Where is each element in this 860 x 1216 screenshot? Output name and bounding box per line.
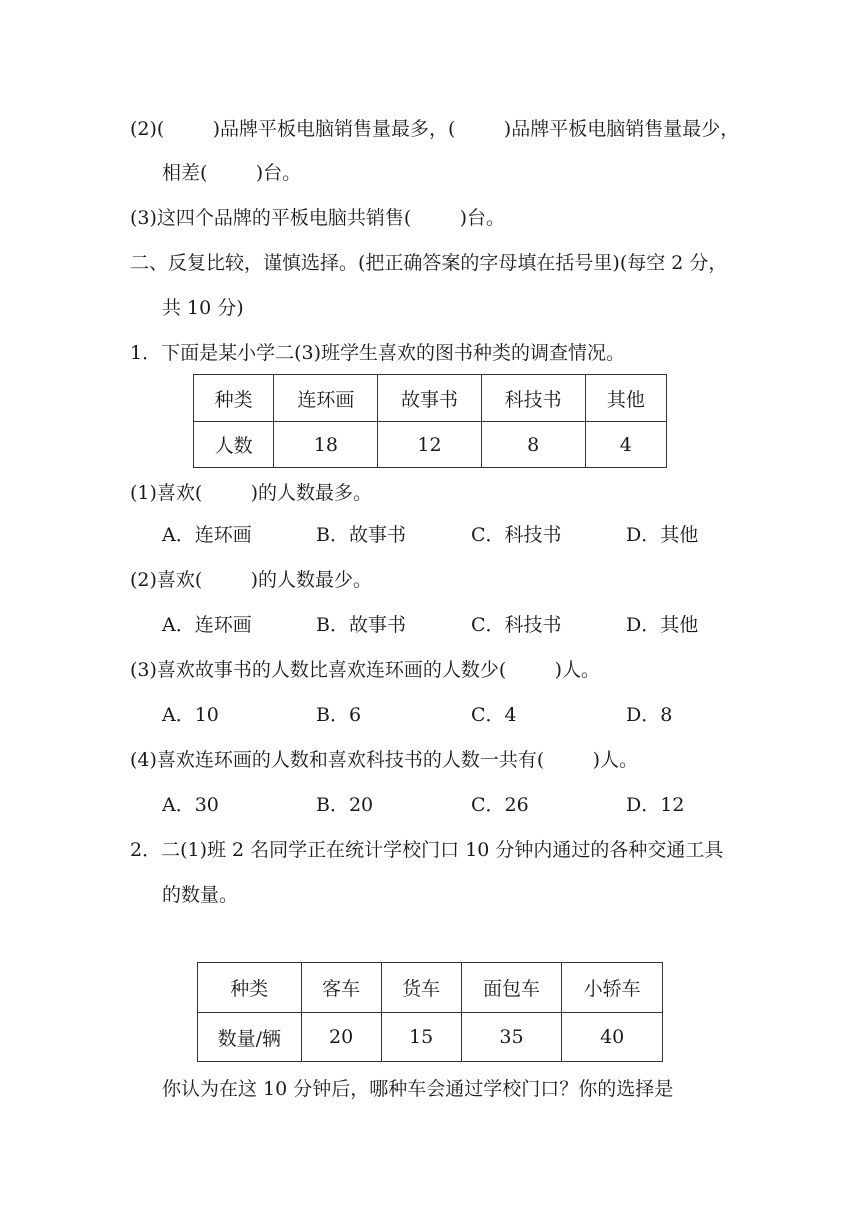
q2-intro: 2．二(1)班 2 名同学正在统计学校门口 10 分钟内通过的各种交通工具 bbox=[130, 839, 724, 861]
table-cell: 12 bbox=[378, 422, 481, 468]
table-cell: 故事书 bbox=[378, 375, 481, 422]
question-3-line: (3)这四个品牌的平板电脑共销售( )台。 bbox=[130, 207, 506, 229]
q1-table bbox=[193, 374, 667, 468]
table-cell: 20 bbox=[301, 1013, 381, 1062]
q1-sub2-option-b: B．故事书 bbox=[316, 614, 406, 636]
table-cell: 客车 bbox=[301, 963, 381, 1013]
table-cell: 15 bbox=[381, 1013, 461, 1062]
table-cell: 40 bbox=[562, 1013, 663, 1062]
q1-sub4-option-a: A．30 bbox=[162, 794, 219, 816]
table-cell: 8 bbox=[481, 422, 585, 468]
q1-sub1: (1)喜欢( )的人数最多。 bbox=[130, 482, 373, 504]
q1-sub3-option-a: A．10 bbox=[162, 704, 219, 726]
q1-sub1-option-a: A．连环画 bbox=[162, 524, 252, 546]
table-cell: 人数 bbox=[194, 422, 274, 468]
q2-intro-continuation: 的数量。 bbox=[162, 884, 239, 906]
table-cell: 18 bbox=[274, 422, 378, 468]
table-cell: 科技书 bbox=[481, 375, 585, 422]
table-cell: 4 bbox=[585, 422, 666, 468]
table-cell: 数量/辆 bbox=[198, 1013, 302, 1062]
q1-sub1-option-c: C．科技书 bbox=[471, 524, 562, 546]
question-2-line: (2)( )品牌平板电脑销售量最多，( )品牌平板电脑销售量最少， bbox=[130, 118, 740, 140]
table-cell: 种类 bbox=[194, 375, 274, 422]
q2-question: 你认为在这 10 分钟后，哪种车会通过学校门口？你的选择是 bbox=[162, 1078, 674, 1100]
section-heading: 二、反复比较，谨慎选择。(把正确答案的字母填在括号里)(每空 2 分， bbox=[130, 252, 728, 274]
table-cell: 种类 bbox=[198, 963, 302, 1013]
table-cell: 货车 bbox=[381, 963, 461, 1013]
q1-sub4-option-d: D．12 bbox=[626, 794, 685, 816]
q1-sub4-option-c: C．26 bbox=[471, 794, 529, 816]
q1-sub4-option-b: B．20 bbox=[316, 794, 374, 816]
q1-sub1-option-b: B．故事书 bbox=[316, 524, 406, 546]
table-cell: 连环画 bbox=[274, 375, 378, 422]
table-cell: 35 bbox=[461, 1013, 562, 1062]
q1-sub4: (4)喜欢连环画的人数和喜欢科技书的人数一共有( )人。 bbox=[130, 749, 639, 771]
q2-table-header-row bbox=[198, 963, 663, 1013]
q2-table-data-row bbox=[198, 1013, 663, 1062]
q1-sub2-option-d: D．其他 bbox=[626, 614, 699, 636]
table-cell: 其他 bbox=[585, 375, 666, 422]
q2-table bbox=[197, 962, 663, 1062]
q1-sub3-option-c: C．4 bbox=[471, 704, 517, 726]
q1-sub2-option-a: A．连环画 bbox=[162, 614, 252, 636]
table-cell: 面包车 bbox=[461, 963, 562, 1013]
q1-sub2: (2)喜欢( )的人数最少。 bbox=[130, 569, 373, 591]
q1-sub3: (3)喜欢故事书的人数比喜欢连环画的人数少( )人。 bbox=[130, 659, 601, 681]
table-cell: 小轿车 bbox=[562, 963, 663, 1013]
question-2-continuation: 相差( )台。 bbox=[162, 162, 302, 184]
q1-table-data-row bbox=[194, 422, 667, 468]
section-heading-continuation: 共 10 分) bbox=[162, 297, 244, 319]
q1-sub3-option-d: D．8 bbox=[626, 704, 673, 726]
q1-intro: 1．下面是某小学二(3)班学生喜欢的图书种类的调查情况。 bbox=[130, 342, 626, 364]
q1-sub2-option-c: C．科技书 bbox=[471, 614, 562, 636]
q1-sub1-option-d: D．其他 bbox=[626, 524, 699, 546]
q1-sub3-option-b: B．6 bbox=[316, 704, 362, 726]
q1-table-header-row bbox=[194, 375, 667, 422]
